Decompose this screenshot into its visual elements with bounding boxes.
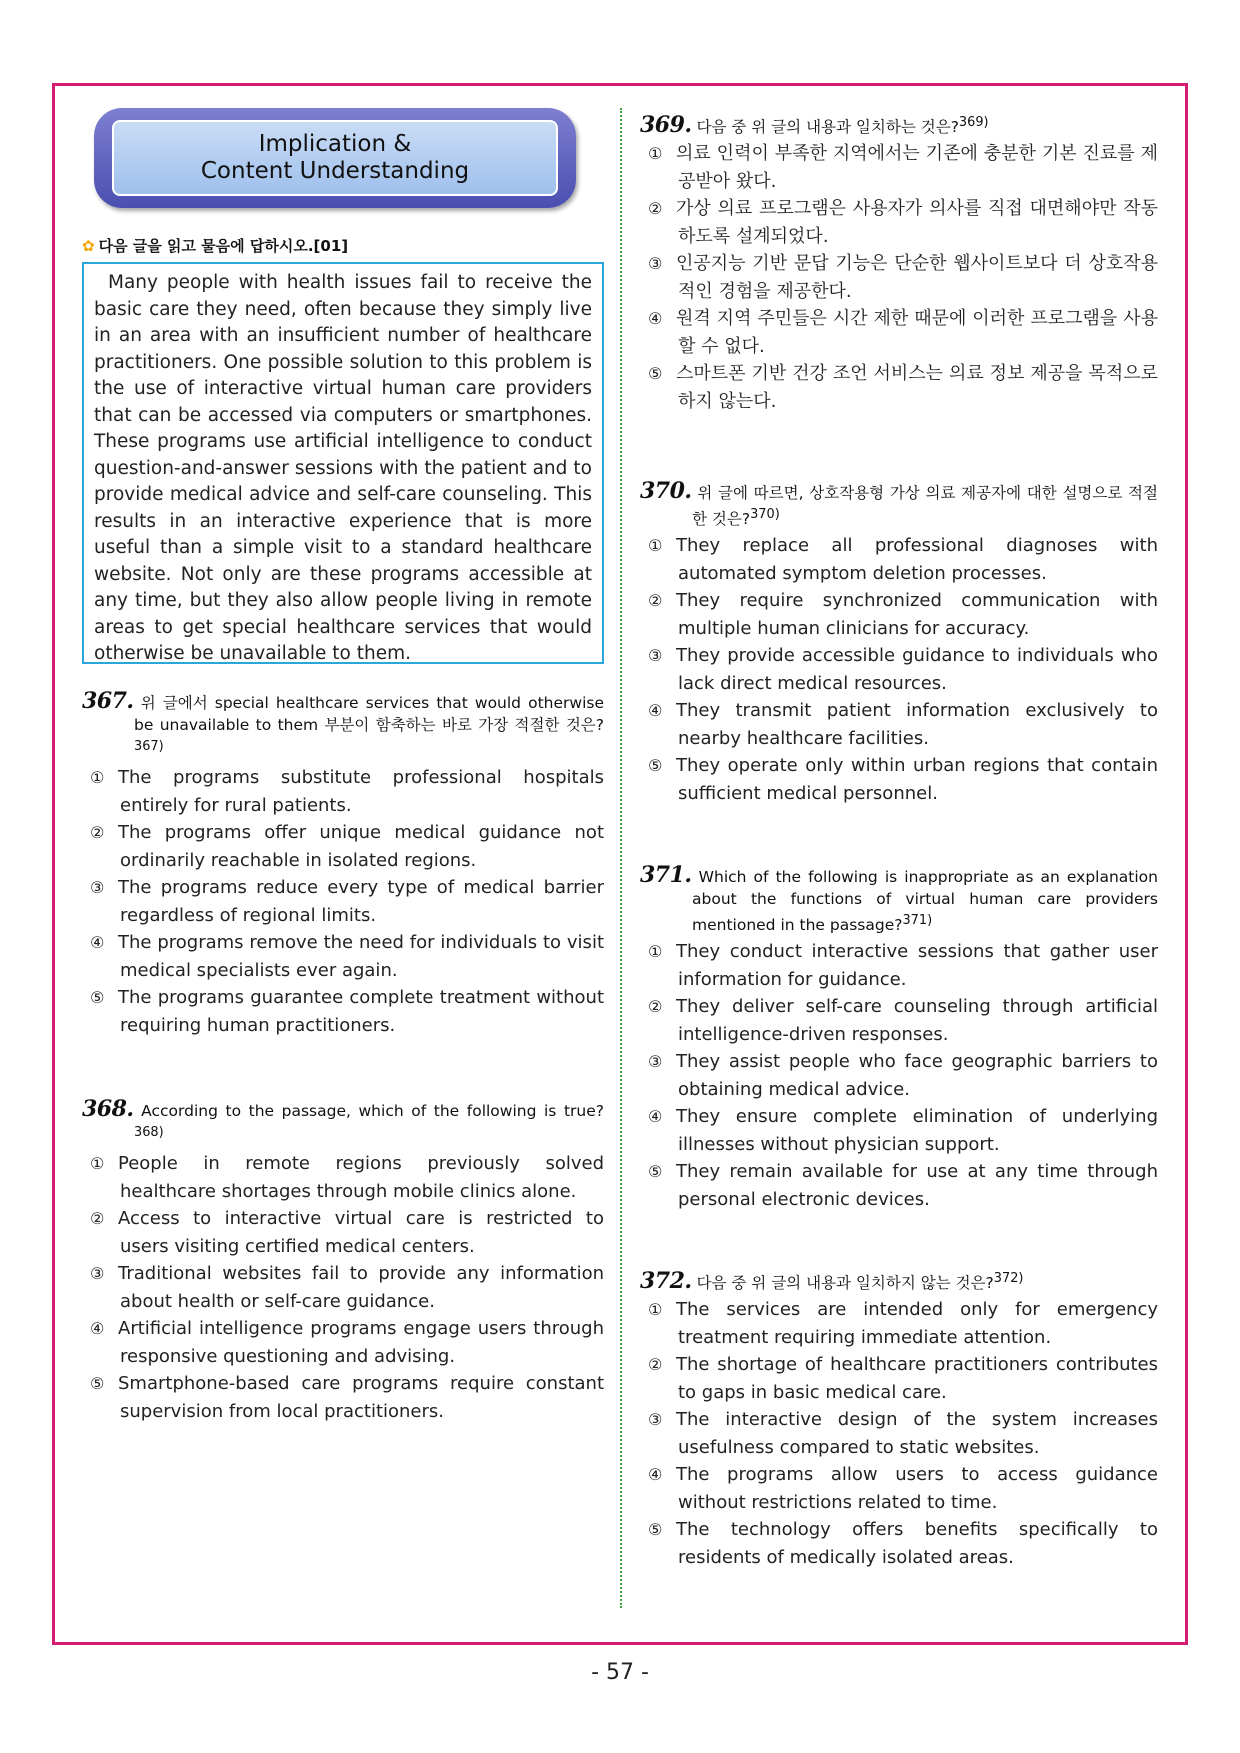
option-marker: ① <box>90 1154 105 1174</box>
option-text: They ensure complete elimination of underlying illnesses without physician support. <box>676 1106 1158 1155</box>
option[interactable] <box>82 984 604 1039</box>
option-list <box>640 938 1158 1213</box>
option-marker: ④ <box>648 1465 663 1485</box>
question-text: According to the passage, which of the following is true? <box>141 1102 604 1120</box>
option-marker: ③ <box>90 878 105 898</box>
option-text: The programs offer unique medical guidance not ordinarily reachable in isolated regions. <box>118 822 604 871</box>
option-marker: ③ <box>648 646 663 666</box>
option-marker: ① <box>648 942 663 962</box>
question-text: Which of the following is inappropriate as an explanation about the functions of virtual human care providers mentioned in the passage? <box>692 868 1158 935</box>
banner-title-line2: Content Understanding <box>200 158 470 184</box>
question-369 <box>640 112 1158 415</box>
instruction-text: 다음 글을 읽고 물음에 답하시오.[01] <box>98 237 349 255</box>
option[interactable] <box>640 587 1158 642</box>
option-marker: ② <box>648 591 663 611</box>
option-text: The programs allow users to access guidance without restrictions related to time. <box>676 1464 1158 1513</box>
question-stem <box>640 1268 1158 1294</box>
question-370 <box>640 480 1158 807</box>
option[interactable] <box>640 532 1158 587</box>
question-number: 369. <box>640 112 692 139</box>
option[interactable] <box>640 1296 1158 1351</box>
option-list <box>640 1296 1158 1571</box>
option[interactable] <box>640 938 1158 993</box>
option-marker: ⑤ <box>90 988 105 1008</box>
question-stem <box>82 690 604 762</box>
option-text: They deliver self-care counseling through artificial intelligence-driven responses. <box>676 996 1158 1045</box>
section-banner <box>94 108 576 208</box>
option-marker: ③ <box>90 1264 105 1284</box>
option-marker: ④ <box>648 1107 663 1127</box>
footnote-ref: 372) <box>993 1271 1024 1286</box>
option-marker: ① <box>90 768 105 788</box>
question-text: 위 글에서 special healthcare services that would otherwise be unavailable to them 부분이 함축하는 바로 가장 적절한 것은? <box>134 694 604 734</box>
question-number: 370. <box>640 478 692 504</box>
question-text: 위 글에 따르면, 상호작용형 가상 의료 제공자에 대한 설명으로 적절한 것은? <box>692 484 1159 529</box>
option-text: The programs remove the need for individuals to visit medical specialists ever again. <box>118 932 604 981</box>
option[interactable] <box>640 1048 1158 1103</box>
option-text: They assist people who face geographic barriers to obtaining medical advice. <box>676 1051 1158 1100</box>
option-list <box>82 764 604 1039</box>
footnote-ref: 368) <box>134 1125 164 1140</box>
option[interactable] <box>640 1158 1158 1213</box>
option-text: The programs reduce every type of medical barrier regardless of regional limits. <box>118 877 604 926</box>
footnote-ref: 369) <box>958 115 989 130</box>
option-text: 가상 의료 프로그램은 사용자가 의사를 직접 대면해야만 작동하도록 설계되었다. <box>676 198 1158 247</box>
flower-icon: ✿ <box>82 237 95 255</box>
option-text: Smartphone-based care programs require constant supervision from local practitioners. <box>118 1373 604 1422</box>
option-marker: ② <box>648 199 663 219</box>
option-text: The shortage of healthcare practitioners contributes to gaps in basic medical care. <box>676 1354 1158 1403</box>
option[interactable] <box>82 1260 604 1315</box>
passage-text: Many people with health issues fail to receive the basic care they need, often because they simply live in an area with an insufficient number of healthcare practitioners. One possible solution to this problem is the use of interactive virtual human care providers that can be accessed via computers or smartphones. These programs use artificial intelligence to conduct question-and-answer sessions with the patient and to provide medical advice and self-care counseling. This results in an interactive experience that is more useful than a simple visit to a standard healthcare website. Not only are these programs accessible at any time, but they also allow people living in remote areas to get special healthcare services that would otherwise be unavailable to them. <box>94 272 592 664</box>
option-text: They transmit patient information exclusively to nearby healthcare facilities. <box>676 700 1158 749</box>
option[interactable] <box>640 250 1158 305</box>
option[interactable] <box>640 1406 1158 1461</box>
question-stem <box>640 864 1158 936</box>
question-text: 다음 중 위 글의 내용과 일치하는 것은? <box>696 118 959 137</box>
option-text: The technology offers benefits specifically to residents of medically isolated areas. <box>676 1519 1158 1568</box>
option-marker: ④ <box>90 933 105 953</box>
option-text: Access to interactive virtual care is restricted to users visiting certified medical centers. <box>118 1208 604 1257</box>
option-text: They operate only within urban regions that contain sufficient medical personnel. <box>676 755 1158 804</box>
option[interactable] <box>640 752 1158 807</box>
option[interactable] <box>82 1315 604 1370</box>
option[interactable] <box>82 819 604 874</box>
question-number: 367. <box>82 688 134 714</box>
section-banner-inner <box>112 120 558 196</box>
option-list <box>82 1150 604 1425</box>
option-marker: ⑤ <box>90 1374 105 1394</box>
option-marker: ③ <box>648 1410 663 1430</box>
footnote-ref: 370) <box>750 507 780 522</box>
option-text: The programs substitute professional hospitals entirely for rural patients. <box>118 767 604 816</box>
option[interactable] <box>640 1516 1158 1571</box>
option-marker: ② <box>90 1209 105 1229</box>
option-text: 인공지능 기반 문답 기능은 단순한 웹사이트보다 더 상호작용적인 경험을 제공한다. <box>676 253 1158 302</box>
question-stem <box>640 480 1158 530</box>
option-marker: ① <box>648 144 663 164</box>
question-367 <box>82 690 604 1039</box>
option-text: Traditional websites fail to provide any information about health or self-care guidance. <box>118 1263 604 1312</box>
footnote-ref: 371) <box>902 913 933 928</box>
option-list <box>640 532 1158 807</box>
option-text: The services are intended only for emergency treatment requiring immediate attention. <box>676 1299 1158 1348</box>
option[interactable] <box>640 140 1158 195</box>
option-marker: ④ <box>90 1319 105 1339</box>
question-stem <box>640 112 1158 138</box>
reading-passage <box>82 262 604 664</box>
option[interactable] <box>640 642 1158 697</box>
option-marker: ⑤ <box>648 1162 663 1182</box>
option[interactable] <box>82 1205 604 1260</box>
option-text: 의료 인력이 부족한 지역에서는 기존에 충분한 기본 진료를 제공받아 왔다. <box>676 143 1158 192</box>
question-371 <box>640 864 1158 1213</box>
option-list <box>640 140 1158 415</box>
option-marker: ① <box>648 536 663 556</box>
question-text: 다음 중 위 글의 내용과 일치하지 않는 것은? <box>696 1274 994 1293</box>
option-marker: ① <box>648 1300 663 1320</box>
option-marker: ② <box>90 823 105 843</box>
option-text: People in remote regions previously solved healthcare shortages through mobile clinics alone. <box>118 1153 604 1202</box>
option[interactable] <box>640 1461 1158 1516</box>
column-divider <box>620 108 622 1608</box>
option-text: 원격 지역 주민들은 시간 제한 때문에 이러한 프로그램을 사용할 수 없다. <box>676 308 1158 357</box>
option-text: Artificial intelligence programs engage users through responsive questioning and advising. <box>118 1318 604 1367</box>
option-marker: ② <box>648 997 663 1017</box>
question-368 <box>82 1098 604 1425</box>
option-text: They conduct interactive sessions that gather user information for guidance. <box>676 941 1158 990</box>
option[interactable] <box>640 195 1158 250</box>
option-marker: ⑤ <box>648 364 663 384</box>
option-marker: ② <box>648 1355 663 1375</box>
option-text: They require synchronized communication with multiple human clinicians for accuracy. <box>676 590 1158 639</box>
question-number: 372. <box>640 1268 692 1295</box>
option-text: The interactive design of the system increases usefulness compared to static websites. <box>676 1409 1158 1458</box>
option-marker: ③ <box>648 1052 663 1072</box>
option-marker: ④ <box>648 309 663 329</box>
option-marker: ④ <box>648 701 663 721</box>
option-text: 스마트폰 기반 건강 조언 서비스는 의료 정보 제공을 목적으로 하지 않는다. <box>676 363 1158 412</box>
banner-title-line1: Implication & <box>258 131 412 157</box>
question-stem <box>82 1098 604 1148</box>
option-text: They replace all professional diagnoses with automated symptom deletion processes. <box>676 535 1158 584</box>
page-number: - 57 - <box>591 1660 649 1685</box>
option[interactable] <box>82 764 604 819</box>
option[interactable] <box>640 993 1158 1048</box>
option[interactable] <box>82 1150 604 1205</box>
option[interactable] <box>82 1370 604 1425</box>
option[interactable] <box>82 874 604 929</box>
option-text: They remain available for use at any time through personal electronic devices. <box>676 1161 1158 1210</box>
option[interactable] <box>640 697 1158 752</box>
option-marker: ⑤ <box>648 1520 663 1540</box>
question-number: 371. <box>640 862 692 888</box>
option-text: The programs guarantee complete treatment without requiring human practitioners. <box>118 987 604 1036</box>
question-number: 368. <box>82 1096 134 1122</box>
option[interactable] <box>640 360 1158 415</box>
option[interactable] <box>82 929 604 984</box>
option-marker: ③ <box>648 254 663 274</box>
footnote-ref: 367) <box>134 739 164 754</box>
option-marker: ⑤ <box>648 756 663 776</box>
option[interactable] <box>640 305 1158 360</box>
question-372 <box>640 1268 1158 1571</box>
option[interactable] <box>640 1351 1158 1406</box>
instruction <box>82 235 348 256</box>
option-text: They provide accessible guidance to individuals who lack direct medical resources. <box>676 645 1158 694</box>
option[interactable] <box>640 1103 1158 1158</box>
